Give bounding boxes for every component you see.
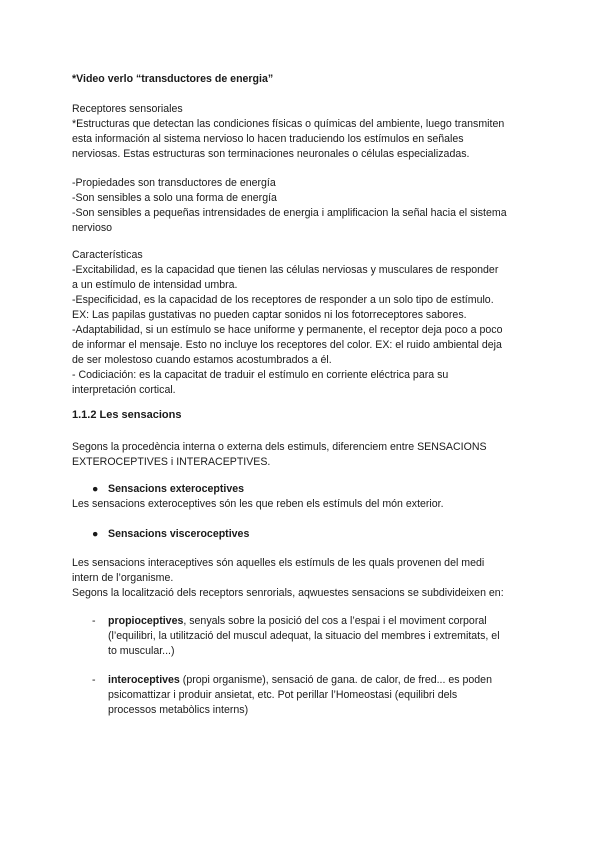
- bullet-label: Sensacions exteroceptives: [108, 483, 245, 495]
- caracteristicas-line: EX: Las papilas gustativas no pueden captar sonidos ni los fotorreceptores sabores.: [72, 309, 467, 321]
- propioceptives-text: , senyals sobre la posició del cos a l’espai i el moviment corporal: [183, 615, 487, 627]
- intro-line: Segons la procedència interna o externa dels estimuls, diferenciem entre SENSACIONS: [72, 441, 487, 453]
- caracteristicas-section: [72, 248, 542, 398]
- interoceptives-line: processos metabòlics interns): [108, 704, 249, 716]
- list-item-propioceptives: [92, 614, 542, 659]
- bullet-exteroceptives: [92, 482, 244, 497]
- propioceptives-body: [108, 614, 540, 659]
- receptores-line: esta información al sistema nervioso lo hacen traduciendo los estímulos en señales: [72, 133, 464, 145]
- document-title: *Video verlo “transductores de energia”: [72, 73, 274, 85]
- bullet-visceroceptives: [92, 527, 249, 542]
- visceroceptives-line: Les sensacions interaceptives són aquelles els estímuls de les quals provenen del medi: [72, 557, 485, 569]
- caracteristicas-line: -Especificidad, es la capacidad de los receptores de responder a un solo tipo de estímulo.: [72, 294, 494, 306]
- propiedades-section: [72, 176, 542, 236]
- exteroceptives-text: Les sensacions exteroceptives són les que reben els estímuls del món exterior.: [72, 498, 444, 510]
- caracteristicas-line: -Excitabilidad, es la capacidad que tienen las células nerviosas y musculares de responder: [72, 264, 499, 276]
- bullet-icon: ●: [92, 483, 99, 495]
- propioceptives-line: to muscular...): [108, 645, 175, 657]
- dash-marker: -: [92, 615, 96, 627]
- receptores-heading: Receptores sensoriales: [72, 103, 183, 115]
- visceroceptives-line: intern de l’organisme.: [72, 572, 174, 584]
- propiedades-line: -Son sensibles a pequeñas intrensidades de energia i amplificacion la señal hacia el sistema: [72, 207, 507, 219]
- intro-line: EXTEROCEPTIVES i INTERACEPTIVES.: [72, 456, 271, 468]
- propiedades-line: -Son sensibles a solo una forma de energía: [72, 192, 277, 204]
- section-heading-1-1-2: 1.1.2 Les sensacions: [72, 409, 182, 421]
- receptores-line: *Estructuras que detectan las condiciones físicas o químicas del ambiente, luego transmiten: [72, 118, 505, 130]
- propiedades-line: -Propiedades son transductores de energía: [72, 177, 276, 189]
- propiedades-line: nervioso: [72, 222, 113, 234]
- sensacions-intro: [72, 440, 542, 470]
- propioceptives-term: propioceptives: [108, 615, 184, 627]
- caracteristicas-line: de ser molestoso cuando estamos acostumbrados a él.: [72, 354, 332, 366]
- bullet-icon: ●: [92, 528, 99, 540]
- dash-marker: -: [92, 674, 96, 686]
- caracteristicas-line: a un estímulo de intensidad umbra.: [72, 279, 238, 291]
- visceroceptives-text: [72, 556, 542, 601]
- interoceptives-text: (propi organisme), sensació de gana. de calor, de fred... es poden: [179, 674, 492, 686]
- propioceptives-line: (l’equilibri, la utilització del muscul adequat, la situacio del membres i extremitats, el: [108, 630, 500, 642]
- visceroceptives-line: Segons la localització dels receptors senrorials, aqwuestes sensacions se subdivideixen en:: [72, 587, 504, 599]
- receptores-section: [72, 102, 542, 162]
- bullet-label: Sensacions visceroceptives: [108, 528, 250, 540]
- receptores-line: nerviosas. Estas estructuras son terminaciones neuronales o células especializadas.: [72, 148, 470, 160]
- caracteristicas-line: - Codiciación: es la capacitat de traduir el estímulo en corriente eléctrica para su: [72, 369, 449, 381]
- list-item-interoceptives: [92, 673, 542, 718]
- interoceptives-line: psicomattizar i produir ansietat, etc. Pot perillar l’Homeostasi (equilibri dels: [108, 689, 458, 701]
- caracteristicas-heading: Características: [72, 249, 143, 261]
- caracteristicas-line: de informar el mensaje. Esto no incluye los receptores del color. EX: el ruido ambiental deja: [72, 339, 502, 351]
- interoceptives-body: [108, 673, 540, 718]
- caracteristicas-line: interpretación cortical.: [72, 384, 176, 396]
- interoceptives-term: interoceptives: [108, 674, 180, 686]
- caracteristicas-line: -Adaptabilidad, si un estímulo se hace uniforme y permanente, el receptor deja poco a poco: [72, 324, 503, 336]
